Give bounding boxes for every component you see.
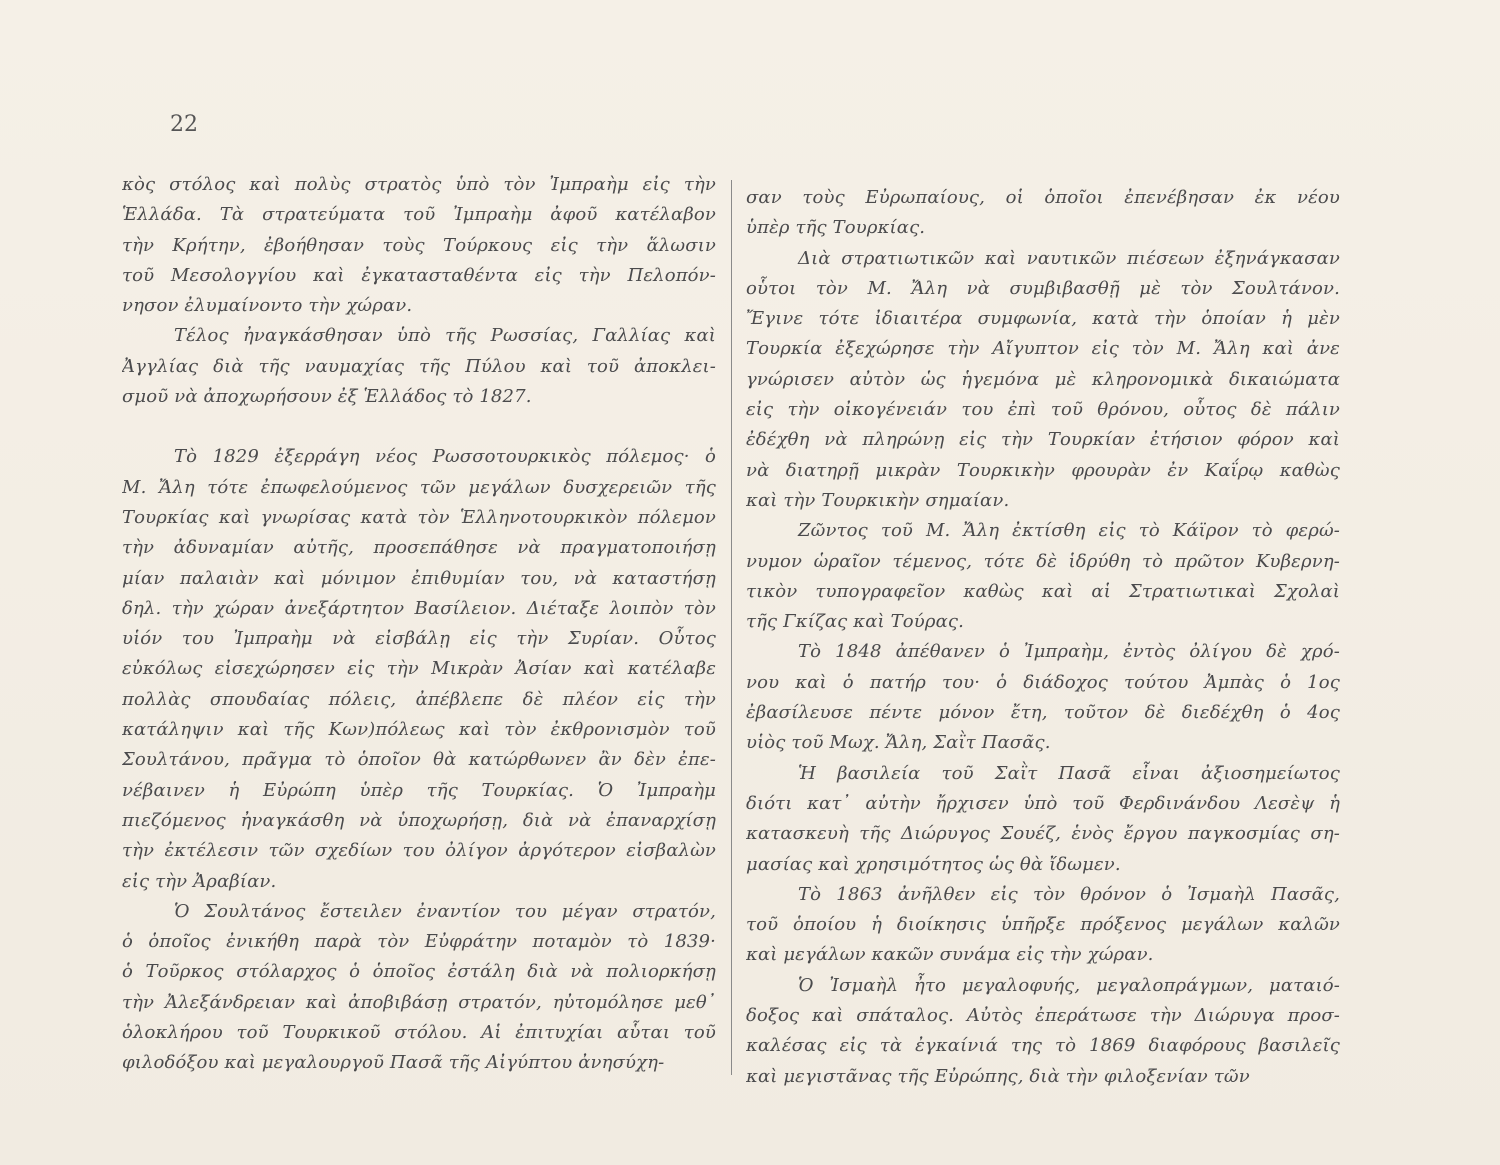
text-line: κατάληψιν καὶ τῆς Κων)πόλεως καὶ τὸν ἐκθρονισμὸν τοῦ — [122, 719, 716, 741]
text-line: τὴν ἐκτέλεσιν τῶν σχεδίων του ὀλίγον ἀργότερον εἰσβαλὼν — [122, 840, 716, 862]
text-line: Σουλτάνου, πρᾶγμα τὸ ὁποῖον θὰ κατώρθωνεν ἂν δὲν ἐπε- — [122, 749, 716, 771]
text-line: εἰς τὴν οἰκογένειάν του ἐπὶ τοῦ θρόνου, οὗτος δὲ πάλιν — [746, 399, 1340, 421]
text-line: Τουρκία ἐξεχώρησε τὴν Αἴγυπτον εἰς τὸν Μ. Ἄλη καὶ ἀνε — [746, 338, 1340, 360]
text-line: Ἑλλάδα. Τὰ στρατεύματα τοῦ Ἰμπραὴμ ἀφοῦ κατέλαβον — [122, 204, 716, 226]
text-line: εὐκόλως εἰσεχώρησεν εἰς τὴν Μικρὰν Ἀσίαν καὶ κατέλαβε — [122, 658, 716, 680]
paragraph — [746, 759, 1340, 880]
text-line: πιεζόμενος ἠναγκάσθη νὰ ὑποχωρήσῃ, διὰ νὰ ἐπαναρχίσῃ — [122, 809, 716, 831]
text-line: καὶ μεγάλων κακῶν συνάμα εἰς τὴν χώραν. — [746, 944, 1154, 966]
text-line: σμοῦ νὰ ἀποχωρήσουν ἐξ Ἑλλάδος τὸ 1827. — [122, 386, 532, 408]
text-line: Τὸ 1848 ἀπέθανεν ὁ Ἰμπραὴμ, ἐντὸς ὀλίγου δὲ χρό- — [798, 641, 1340, 663]
paragraph — [746, 183, 1340, 244]
text-line: ἐδέχθη νὰ πληρώνῃ εἰς τὴν Τουρκίαν ἐτήσιον φόρον καὶ — [746, 429, 1340, 451]
text-line: νησον ἐλυμαίνοντο τὴν χώραν. — [122, 295, 413, 317]
text-line: ὑπὲρ τῆς Τουρκίας. — [746, 217, 926, 239]
text-line: καλέσας εἰς τὰ ἐγκαίνιά της τὸ 1869 διαφόρους βασιλεῖς — [746, 1035, 1340, 1057]
right-column — [746, 183, 1340, 1092]
text-line: Τουρκίας καὶ γνωρίσας κατὰ τὸν Ἑλληνοτουρκικὸν πόλεμον — [122, 506, 716, 528]
text-line: τὴν Κρήτην, ἐβοήθησαν τοὺς Τούρκους εἰς τὴν ἅλωσιν — [122, 234, 716, 256]
text-line: κὸς στόλος καὶ πολὺς στρατὸς ὑπὸ τὸν Ἰμπραὴμ εἰς τὴν — [122, 174, 716, 195]
text-line: υἱόν του Ἰμπραὴμ νὰ εἰσβάλῃ εἰς τὴν Συρίαν. Οὗτος — [122, 628, 716, 650]
text-line: Τὸ 1863 ἀνῆλθεν εἰς τὸν θρόνον ὁ Ἰσμαὴλ Πασᾶς, — [798, 883, 1340, 905]
text-line: τὴν ἀδυναμίαν αὐτῆς, προσεπάθησε νὰ πραγματοποιήσῃ — [122, 537, 716, 559]
text-line: τῆς Γκίζας καὶ Τούρας. — [746, 611, 964, 633]
text-line: τὴν Ἀλεξάνδρειαν καὶ ἀποβιβάσῃ στρατόν, ηὐτομόλησε μεθ᾽ — [122, 991, 716, 1013]
text-line: Ὁ Ἰσμαὴλ ἦτο μεγαλοφυής, μεγαλοπράγμων, ματαιό- — [798, 974, 1340, 996]
paragraph — [746, 880, 1340, 971]
text-line: Ζῶντος τοῦ Μ. Ἄλη ἐκτίσθη εἰς τὸ Κάϊρον τὸ φερώ- — [798, 520, 1340, 542]
paragraph — [122, 170, 716, 321]
text-line: μίαν παλαιὰν καὶ μόνιμον ἐπιθυμίαν του, νὰ καταστήσῃ — [122, 567, 716, 589]
text-line: σαν τοὺς Εὐρωπαίους, οἱ ὁποῖοι ἐπενέβησαν ἐκ νέου — [746, 187, 1340, 208]
text-line: Ἀγγλίας διὰ τῆς ναυμαχίας τῆς Πύλου καὶ τοῦ ἀποκλει- — [122, 355, 716, 377]
paragraph — [746, 244, 1340, 517]
text-line: νου καὶ ὁ πατήρ του· ὁ διάδοχος τούτου Ἀμπὰς ὁ 1ος — [746, 671, 1340, 693]
text-line: φιλοδόξου καὶ μεγαλουργοῦ Πασᾶ τῆς Αἰγύπτου ἀνησύχη- — [122, 1052, 665, 1074]
text-line: Μ. Ἄλη τότε ἐπωφελούμενος τῶν μεγάλων δυσχερειῶν τῆς — [122, 476, 716, 498]
text-line: Διὰ στρατιωτικῶν καὶ ναυτικῶν πιέσεων ἐξηνάγκασαν — [798, 247, 1340, 269]
text-line: Ἔγινε τότε ἰδιαιτέρα συμφωνία, κατὰ τὴν ὁποίαν ἡ μὲν — [746, 308, 1340, 330]
text-line: δοξος καὶ σπάταλος. Αὐτὸς ἐπεράτωσε τὴν Διώρυγα προσ- — [746, 1005, 1340, 1027]
text-line: τοῦ Μεσολογγίου καὶ ἐγκατασταθέντα εἰς τὴν Πελοπόν- — [122, 264, 716, 286]
text-line: Ἡ βασιλεία τοῦ Σαῒτ Πασᾶ εἶναι ἀξιοσημείωτος — [798, 762, 1340, 784]
paragraph — [122, 321, 716, 412]
text-line: ἐβασίλευσε πέντε μόνον ἔτη, τοῦτον δὲ διεδέχθη ὁ 4ος — [746, 702, 1340, 724]
text-line: υἱὸς τοῦ Μωχ. Ἄλη, Σαῒτ Πασᾶς. — [746, 732, 1051, 754]
text-line: ὁ Τοῦρκος στόλαρχος ὁ ὁποῖος ἐστάλη διὰ νὰ πολιορκήσῃ — [122, 961, 716, 983]
text-line: καὶ μεγιστᾶνας τῆς Εὐρώπης, διὰ τὴν φιλοξενίαν τῶν — [746, 1065, 1250, 1087]
column-divider — [731, 180, 732, 1075]
text-line: νέβαινεν ἡ Εὐρώπη ὑπὲρ τῆς Τουρκίας. Ὁ Ἰμπραὴμ — [122, 779, 716, 801]
text-line: γνώρισεν αὐτὸν ὡς ἡγεμόνα μὲ κληρονομικὰ δικαιώματα — [746, 368, 1340, 390]
text-line: ὁλοκλήρου τοῦ Τουρκικοῦ στόλου. Αἱ ἐπιτυχίαι αὗται τοῦ — [122, 1022, 716, 1044]
text-line: διότι κατ᾽ αὐτὴν ἤρχισεν ὑπὸ τοῦ Φερδινάνδου Λεσὲψ ἡ — [746, 792, 1340, 814]
text-line: πολλὰς σπουδαίας πόλεις, ἀπέβλεπε δὲ πλέον εἰς τὴν — [122, 688, 716, 710]
paragraph — [746, 971, 1340, 1092]
text-line: Τὸ 1829 ἐξερράγη νέος Ρωσσοτουρκικὸς πόλεμος· ὁ — [174, 446, 716, 468]
page-number: 22 — [170, 112, 198, 137]
paragraph — [122, 442, 716, 896]
text-line: κατασκευὴ τῆς Διώρυγος Σουέζ, ἑνὸς ἔργου παγκοσμίας ση- — [746, 823, 1340, 845]
text-line: νυμον ὡραῖον τέμενος, τότε δὲ ἱδρύθη τὸ πρῶτον Κυβερνη- — [746, 550, 1340, 572]
text-line: Ὁ Σουλτάνος ἔστειλεν ἐναντίον του μέγαν στρατόν, — [174, 900, 716, 922]
paragraph — [746, 516, 1340, 637]
text-line: τικὸν τυπογραφεῖον καθὼς καὶ αἱ Στρατιωτικαὶ Σχολαὶ — [746, 580, 1340, 602]
text-line: δηλ. τὴν χώραν ἀνεξάρτητον Βασίλειον. Διέταξε λοιπὸν τὸν — [122, 597, 716, 619]
paragraph — [122, 897, 716, 1079]
text-line: ὁ ὁποῖος ἐνικήθη παρὰ τὸν Εὐφράτην ποταμὸν τὸ 1839· — [122, 931, 716, 953]
text-line: καὶ τὴν Τουρκικὴν σημαίαν. — [746, 489, 1010, 511]
text-line: μασίας καὶ χρησιμότητος ὡς θὰ ἴδωμεν. — [746, 853, 1121, 875]
text-line: Τέλος ἠναγκάσθησαν ὑπὸ τῆς Ρωσσίας, Γαλλίας καὶ — [174, 325, 716, 347]
paragraph — [746, 637, 1340, 758]
text-line: νὰ διατηρῇ μικρὰν Τουρκικὴν φρουρὰν ἐν Καΐρῳ καθὼς — [746, 459, 1340, 481]
text-line: οὗτοι τὸν Μ. Ἄλη νὰ συμβιβασθῇ μὲ τὸν Σουλτάνον. — [746, 277, 1340, 299]
left-column — [122, 170, 716, 1079]
text-line: τοῦ ὁποίου ἡ διοίκησις ὑπῆρξε πρόξενος μεγάλων καλῶν — [746, 914, 1340, 936]
text-line: εἰς τὴν Ἀραβίαν. — [122, 870, 277, 892]
